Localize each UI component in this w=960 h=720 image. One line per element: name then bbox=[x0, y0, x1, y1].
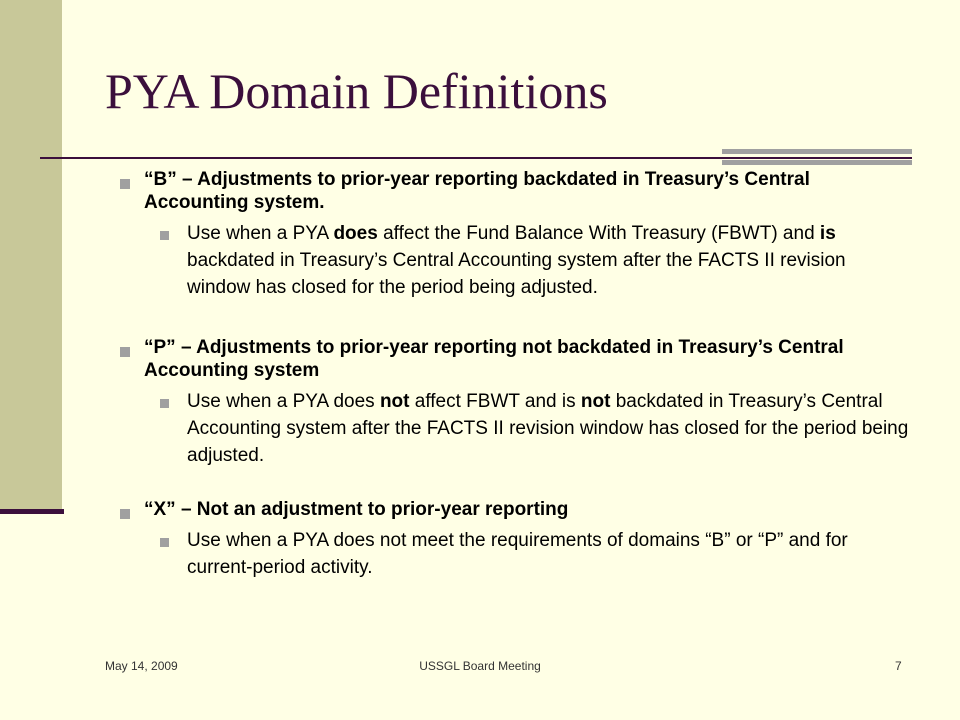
detail-text: backdated in Treasury’s Central Accounting system after the FACTS II revision window has closed for the period being adjusted. bbox=[187, 391, 909, 466]
section-heading-p bbox=[120, 336, 910, 382]
title-rule-accent-top bbox=[722, 149, 912, 154]
title-rule-accent-bottom bbox=[722, 160, 912, 165]
section-heading-text: “X” – Not an adjustment to prior-year reporting bbox=[144, 499, 569, 520]
detail-emphasis: not bbox=[379, 391, 410, 412]
square-bullet-icon bbox=[120, 179, 130, 189]
detail-emphasis: does bbox=[333, 223, 378, 244]
left-accent-bar bbox=[0, 0, 62, 512]
square-bullet-icon bbox=[160, 231, 169, 240]
section-heading-text: “B” – Adjustments to prior-year reporting backdated in Treasury’s Central Accounting system. bbox=[144, 169, 810, 213]
square-bullet-icon bbox=[120, 347, 130, 357]
footer-date: May 14, 2009 bbox=[105, 659, 178, 673]
square-bullet-icon bbox=[160, 538, 169, 547]
left-accent-bar-cap bbox=[0, 509, 64, 514]
detail-text: affect FBWT and is bbox=[409, 391, 581, 412]
detail-text: affect the Fund Balance With Treasury (FBWT) and bbox=[377, 223, 820, 244]
square-bullet-icon bbox=[160, 399, 169, 408]
slide-number: 7 bbox=[895, 659, 902, 673]
detail-text: Use when a PYA does bbox=[187, 391, 380, 412]
section-heading-x bbox=[120, 498, 910, 521]
section-heading-text: “P” – Adjustments to prior-year reporting not backdated in Treasury’s Central Accounting system bbox=[144, 337, 844, 381]
detail-text: Use when a PYA bbox=[187, 223, 334, 244]
detail-text: Use when a PYA does not meet the requirements of domains “B” or “P” and for current-period activity. bbox=[187, 530, 848, 578]
detail-emphasis: not bbox=[580, 391, 611, 412]
footer-title: USSGL Board Meeting bbox=[419, 659, 541, 673]
detail-emphasis: is bbox=[819, 223, 836, 244]
slide-title: PYA Domain Definitions bbox=[105, 63, 608, 119]
square-bullet-icon bbox=[120, 509, 130, 519]
section-detail-p bbox=[120, 388, 910, 469]
section-heading-b bbox=[120, 168, 910, 214]
section-detail-x bbox=[120, 527, 910, 581]
section-detail-b bbox=[120, 220, 910, 301]
detail-text: backdated in Treasury’s Central Accounting system after the FACTS II revision window has closed for the period being adjusted. bbox=[187, 250, 846, 298]
slide-body bbox=[120, 168, 910, 581]
title-rule bbox=[40, 157, 912, 159]
